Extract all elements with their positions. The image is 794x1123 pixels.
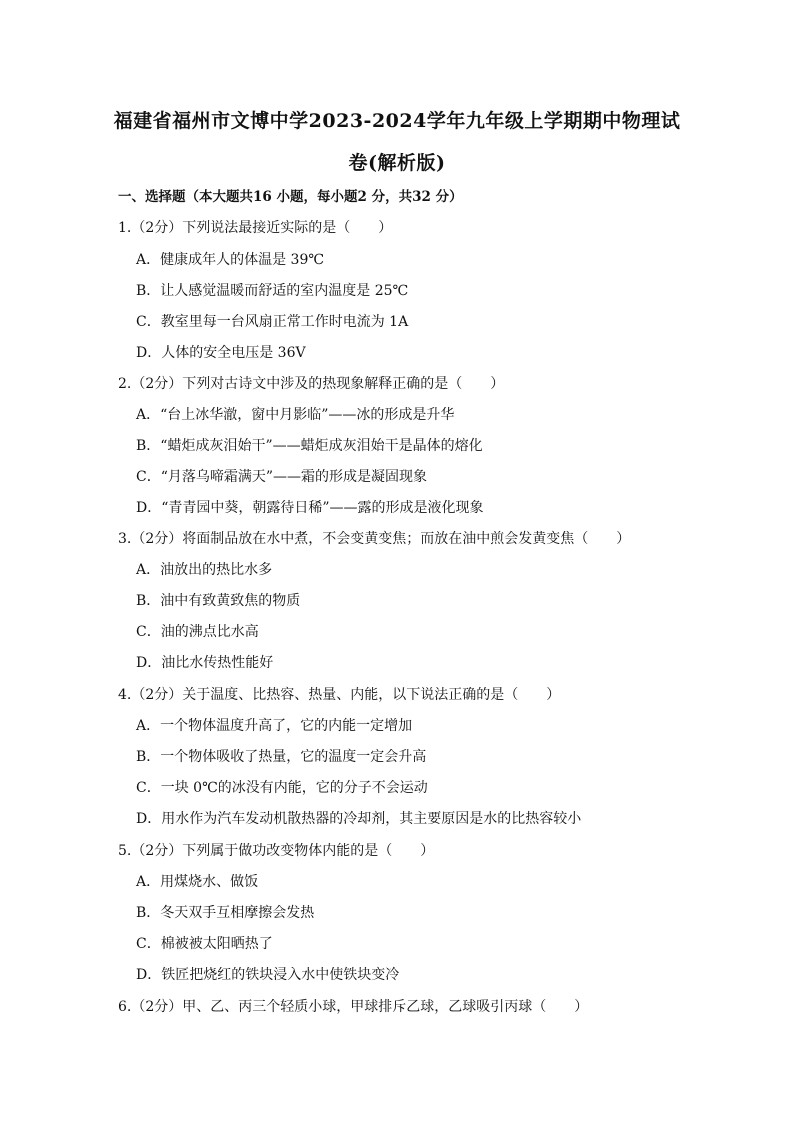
question-3-stem: 3.（2分）将面制品放在水中煮，不会变黄变焦；而放在油中煎会发黄变焦（ ） [118,531,631,547]
question-5-option-a: A．用煤烧水、做饭 [136,874,259,890]
question-3-option-a: A．油放出的热比水多 [136,562,273,578]
question-1-option-d: D．人体的安全电压是 36V [136,345,306,361]
document-title-line-1: 福建省福州市文博中学2023-2024学年九年级上学期期中物理试 [113,110,681,132]
document-title-line-2: 卷(解析版) [348,152,446,174]
question-1-option-a: A．健康成年人的体温是 39℃ [136,252,325,268]
question-2-stem: 2.（2分）下列对古诗文中涉及的热现象解释正确的是（ ） [118,376,505,392]
question-3-option-b: B．油中有致黄致焦的物质 [136,593,301,609]
question-1-option-b: B．让人感觉温暖而舒适的室内温度是 25℃ [136,283,409,299]
question-6-stem: 6.（2分）甲、乙、丙三个轻质小球，甲球排斥乙球，乙球吸引丙球（ ） [118,999,589,1015]
question-4-option-b: B．一个物体吸收了热量，它的温度一定会升高 [136,749,427,765]
question-1-option-c: C．教室里每一台风扇正常工作时电流为 1A [136,314,409,330]
question-2-option-c: C．“月落乌啼霜满天”——霜的形成是凝固现象 [136,469,428,485]
question-2-option-a: A．“台上冰华澈，窗中月影临”——冰的形成是升华 [136,407,455,423]
question-2-option-b: B．“蜡炬成灰泪始干”——蜡炬成灰泪始干是晶体的熔化 [136,438,483,454]
question-1-stem: 1.（2分）下列说法最接近实际的是（ ） [118,220,393,236]
question-4-option-c: C．一块 0℃的冰没有内能，它的分子不会运动 [136,780,428,796]
question-5-option-c: C．棉被被太阳晒热了 [136,936,273,952]
section-heading: 一、选择题（本大题共16 小题，每小题2 分，共32 分） [118,189,463,205]
question-4-option-a: A．一个物体温度升高了，它的内能一定增加 [136,718,413,734]
question-5-option-d: D．铁匠把烧红的铁块浸入水中使铁块变冷 [136,967,400,983]
question-5-option-b: B．冬天双手互相摩擦会发热 [136,905,315,921]
question-3-option-c: C．油的沸点比水高 [136,624,259,640]
question-4-stem: 4.（2分）关于温度、比热容、热量、内能，以下说法正确的是（ ） [118,687,561,703]
question-4-option-d: D．用水作为汽车发动机散热器的冷却剂，其主要原因是水的比热容较小 [136,811,582,827]
question-2-option-d: D．“青青园中葵，朝露待日稀”——露的形成是液化现象 [136,500,484,516]
question-3-option-d: D．油比水传热性能好 [136,655,274,671]
question-5-stem: 5.（2分）下列属于做功改变物体内能的是（ ） [118,843,435,859]
